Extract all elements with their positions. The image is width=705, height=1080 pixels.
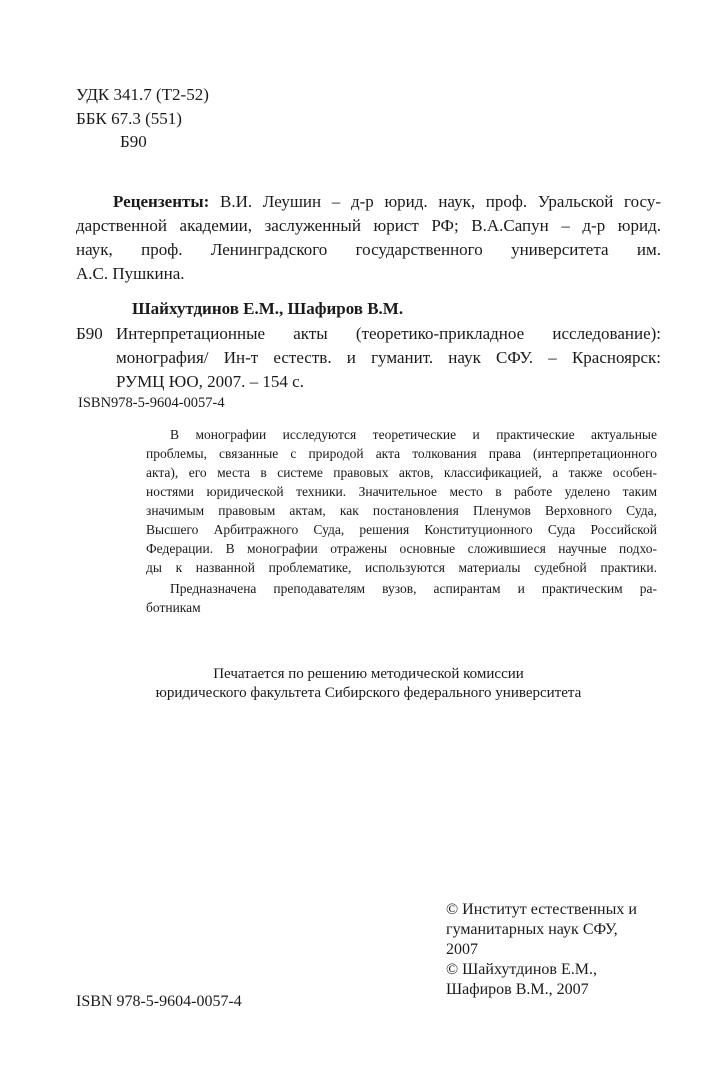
abstract-line-7: Федерации. В монографии отражены основные сложившиеся научные подхо- [146,541,657,556]
reviewers-line-2: дарственной академии, заслуженный юрист РФ; В.А.Сапун – д-р юрид. [76,216,661,235]
abstract-line-2: проблемы, связанные с природой акта толкования права (интерпретационного [146,446,657,461]
abstract-line-4: ностями юридической техники. Значительное место в работе уделено таким [146,484,657,499]
bbk-code: ББК 67.3 (551) [76,109,182,128]
authors: Шайхутдинов Е.М., Шафиров В.М. [132,299,404,318]
reviewers-line-3: наук, проф. Ленинградского государственного университета им. [76,240,661,259]
print-note-line-1: Печатается по решению методической комиссии [213,666,524,682]
abstract-line-6: Высшего Арбитражного Суда, решения Конституционного Суда Российской [146,522,657,537]
isbn-bottom: ISBN 978-5-9604-0057-4 [76,993,242,1010]
copyright-line-4: © Шайхутдинов Е.М., [446,961,597,978]
reviewers-text-1: В.И. Леушин – д-р юрид. наук, проф. Уральской госу- [220,192,661,211]
abstract-line-8: ды к названной проблематике, используются материалы судебной практики. [146,560,657,575]
copyright-line-1: © Институт естественных и [446,901,637,918]
abstract-line-10: ботникам [146,600,201,615]
udk-code: УДК 341.7 (Т2-52) [76,85,209,104]
print-note-line-2: юридического факультета Сибирского федерального университета [155,685,582,701]
copyright-line-2: гуманитарных наук СФУ, [446,921,618,938]
reviewers-line-4: А.С. Пушкина. [76,264,185,283]
bibliography-code: Б90 [76,324,103,343]
abstract-line-1: В монографии исследуются теоретические и практические актуальные [170,427,657,442]
bibliography-line-1: Интерпретационные акты (теоретико-прикладное исследование): [116,324,661,343]
reviewers-line-1 [113,191,661,213]
bibliography-line-3: РУМЦ ЮО, 2007. – 154 с. [116,372,304,391]
abstract-line-9: Предназначена преподавателям вузов, аспирантам и практическим ра- [170,581,657,596]
bibliography-isbn: ISBN978-5-9604-0057-4 [78,395,225,411]
copyright-line-3: 2007 [446,941,478,958]
abstract-line-5: значимым правовым актам, как постановления Пленумов Верховного Суда, [146,503,657,518]
author-mark: Б90 [120,132,147,151]
abstract-line-3: акта), его места в системе правовых актов, классификацией, а также особен- [146,465,657,480]
bibliography-line-2: монография/ Ин-т естеств. и гуманит. наук СФУ. – Красноярск: [116,348,661,367]
copyright-line-5: Шафиров В.М., 2007 [446,981,589,998]
reviewers-label: Рецензенты: [113,192,210,211]
